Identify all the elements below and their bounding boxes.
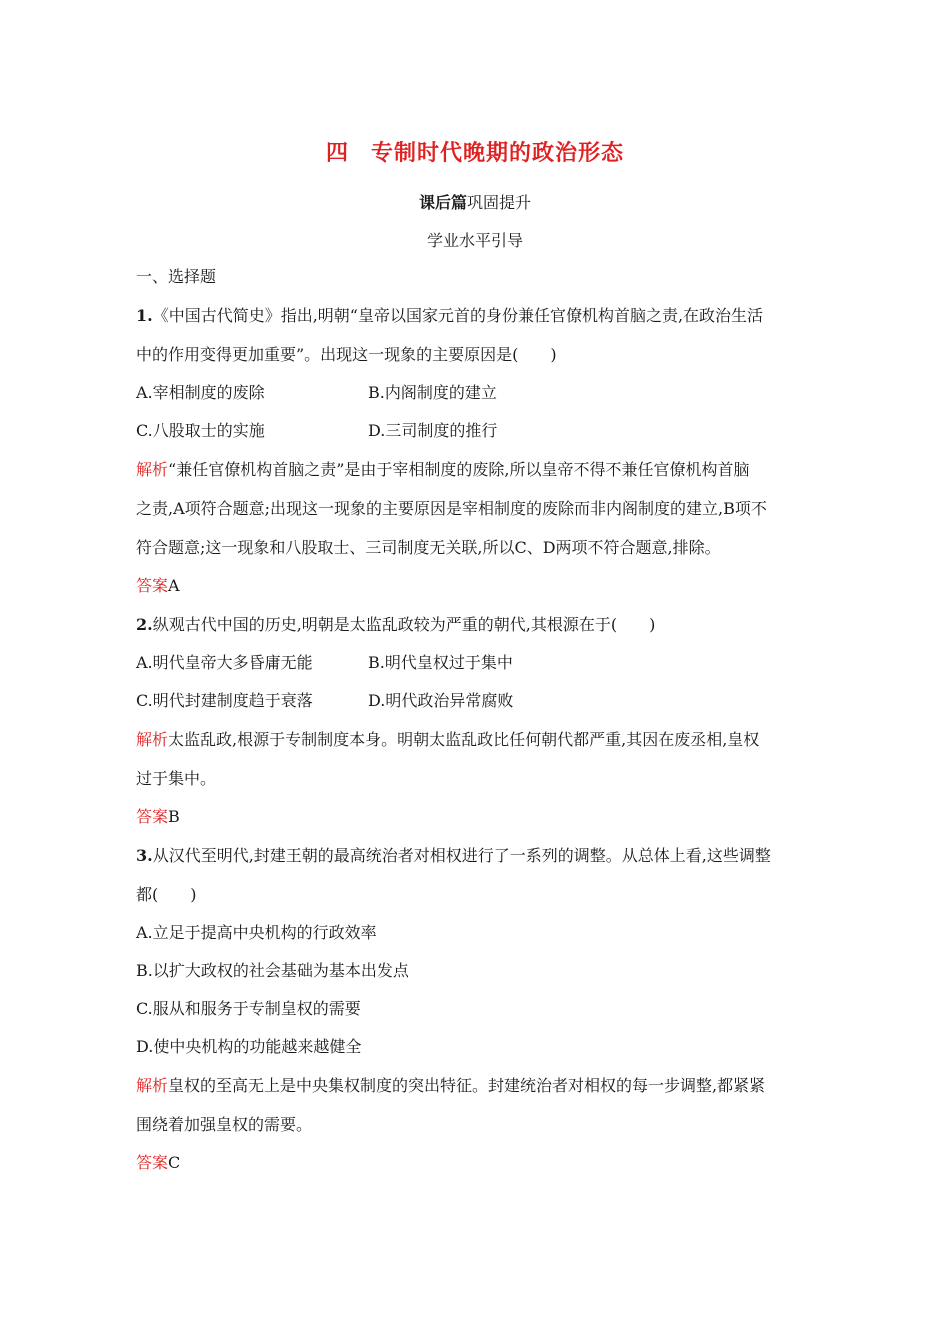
analysis-label: 解析 — [136, 730, 169, 749]
title-text: 专制时代晚期的政治形态 — [371, 140, 625, 166]
answer-line — [136, 1144, 816, 1182]
analysis-label: 解析 — [136, 1076, 169, 1095]
answer-label: 答案 — [136, 576, 169, 595]
subtitle-rest: 巩固提升 — [467, 193, 532, 212]
option-c: C.明代封建制度趋于衰落 — [136, 691, 313, 710]
analysis-label: 解析 — [136, 460, 169, 479]
answer-line — [136, 567, 816, 605]
question-stem-line: 2.纵观古代中国的历史,明朝是太监乱政较为严重的朝代,其根源在于( ) — [136, 615, 656, 634]
option-a: A.明代皇帝大多昏庸无能 — [136, 653, 313, 672]
option-d: D.明代政治异常腐败 — [368, 691, 514, 710]
section-heading: 一、选择题 — [136, 267, 217, 286]
answer-label: 答案 — [136, 807, 169, 826]
option-d: D.使中央机构的功能越来越健全 — [136, 1037, 362, 1056]
question-stem-line: 1.《中国古代简史》指出,明朝“皇帝以国家元首的身份兼任官僚机构首脑之责,在政治生活 — [136, 306, 764, 325]
analysis-line: 围绕着加强皇权的需要。 — [136, 1115, 313, 1134]
answer-label: 答案 — [136, 1153, 169, 1172]
option-c: C.服从和服务于专制皇权的需要 — [136, 999, 361, 1018]
question-stem-line: 中的作用变得更加重要”。出现这一现象的主要原因是( ) — [136, 345, 557, 364]
option-b: B.明代皇权过于集中 — [368, 653, 513, 672]
analysis-line: 解析皇权的至高无上是中央集权制度的突出特征。封建统治者对相权的每一步调整,都紧紧 — [136, 1076, 766, 1095]
option-row — [136, 644, 816, 682]
title-number: 四 — [325, 140, 349, 166]
analysis-line: 过于集中。 — [136, 769, 217, 788]
question-stem-line: 3.从汉代至明代,封建王朝的最高统治者对相权进行了一系列的调整。从总体上看,这些调整 — [136, 846, 771, 865]
analysis-line: 解析“兼任官僚机构首脑之责”是由于宰相制度的废除,所以皇帝不得不兼任官僚机构首脑 — [136, 460, 750, 479]
page-title — [0, 136, 950, 167]
option-row — [136, 412, 816, 450]
question-number: 2. — [136, 615, 153, 634]
option-c: C.八股取士的实施 — [136, 421, 265, 440]
answer-value: B — [168, 807, 180, 826]
analysis-line: 之责,A项符合题意;出现这一现象的主要原因是宰相制度的废除而非内阁制度的建立,B项不 — [136, 499, 767, 518]
question-content — [136, 258, 816, 1182]
answer-value: C — [168, 1153, 181, 1172]
subtitle-bold: 课后篇 — [418, 193, 467, 212]
question-number: 1. — [136, 306, 153, 325]
option-row — [136, 682, 816, 720]
option-d: D.三司制度的推行 — [368, 421, 498, 440]
question-2 — [136, 605, 816, 836]
analysis-line: 符合题意;这一现象和八股取士、三司制度无关联,所以C、D两项不符合题意,排除。 — [136, 538, 721, 557]
analysis-line: 解析太监乱政,根源于专制制度本身。明朝太监乱政比任何朝代都严重,其因在废丞相,皇权 — [136, 730, 760, 749]
subtitle-level: 学业水平引导 — [426, 231, 523, 250]
option-a: A.立足于提高中央机构的行政效率 — [136, 923, 377, 942]
question-stem-line: 都( ) — [136, 885, 197, 904]
question-1 — [136, 296, 816, 605]
question-number: 3. — [136, 846, 153, 865]
answer-value: A — [168, 576, 180, 595]
question-3 — [136, 836, 816, 1182]
subtitle — [0, 190, 950, 213]
option-a: A.宰相制度的废除 — [136, 383, 265, 402]
answer-line — [136, 798, 816, 836]
option-b: B.内阁制度的建立 — [368, 383, 497, 402]
option-row — [136, 374, 816, 412]
option-b: B.以扩大政权的社会基础为基本出发点 — [136, 961, 409, 980]
